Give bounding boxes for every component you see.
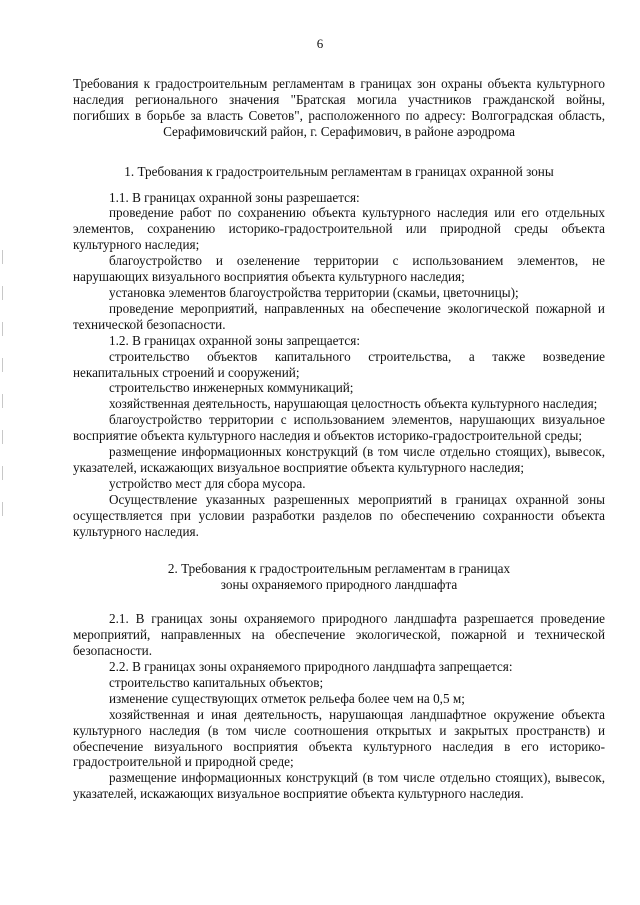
paragraph: размещение информационных конструкций (в том числе отдельно стоящих), вывесок, указателей, искажающих визуальное восприятие объекта культурного наследия;	[73, 444, 605, 475]
scan-margin-marks	[2, 250, 4, 570]
section-2-heading-line-2: зоны охраняемого природного ландшафта	[220, 577, 458, 593]
paragraph: устройство мест для сбора мусора.	[109, 475, 306, 491]
paragraph: 1.2. В границах охранной зоны запрещается:	[109, 332, 361, 348]
paragraph: 2.1. В границах зоны охраняемого природного ландшафта разрешается проведение мероприятий, направленных на обеспечение экологической, пожарной и технической безопасности.	[73, 611, 605, 659]
paragraph: благоустройство и озеленение территории с использованием элементов, не нарушающих визуального восприятия объекта культурного наследия;	[73, 253, 605, 285]
paragraph: строительство капитальных объектов;	[109, 674, 324, 690]
paragraph: размещение информационных конструкций (в том числе отдельно стоящих), вывесок, указателей, искажающих визуальное восприятие объекта культурного наследия.	[73, 770, 605, 802]
page-number: 6	[316, 36, 324, 51]
paragraph: хозяйственная деятельность, нарушающая целостность объекта культурного наследия;	[109, 396, 598, 412]
paragraph: хозяйственная и иная деятельность, нарушающая ландшафтное окружение объекта культурного наследия (в том числе соотношения открытых и закрытых пространств) и обеспечение визуального восприятия объекта культурного наследия в его историко-градостроительной и природной среде;	[73, 706, 605, 770]
document-title: Требования к градостроительным регламентам в границах зон охраны объекта культурного наследия регионального значения "Братская могила участников гражданской войны, погибших в борьбе за власть Советов", расположенного по адресу: Волгоградская область, Серафимовичский район, г. Серафимович, в районе аэродрома	[73, 76, 605, 139]
paragraph: Осуществление указанных разрешенных мероприятий в границах охранной зоны осуществляется при условии разработки разделов по обеспечению сохранности объекта культурного наследия.	[73, 491, 605, 539]
section-1-heading: 1. Требования к градостроительным регламентам в границах охранной зоны	[124, 163, 554, 179]
section-2-body	[73, 611, 605, 802]
paragraph: 1.1. В границах охранной зоны разрешается:	[109, 189, 360, 205]
section-1-body	[73, 190, 605, 540]
paragraph: установка элементов благоустройства территории (скамьи, цветочницы);	[109, 284, 519, 300]
paragraph: проведение работ по сохранению объекта культурного наследия или его отдельных элементов, сохранению историко-градостроительной или природной среды объекта культурного наследия;	[73, 205, 605, 253]
document-body	[73, 76, 605, 802]
paragraph: строительство объектов капитального строительства, а также возведение некапитальных строений и сооружений;	[73, 348, 605, 380]
paragraph: проведение мероприятий, направленных на обеспечение экологической пожарной и технической безопасности.	[73, 300, 605, 332]
paragraph: изменение существующих отметок рельефа более чем на 0,5 м;	[109, 690, 465, 706]
paragraph: строительство инженерных коммуникаций;	[109, 380, 354, 396]
section-2-heading-line-1: 2. Требования к градостроительным регламентам в границах	[167, 561, 511, 577]
paragraph: 2.2. В границах зоны охраняемого природного ландшафта запрещается:	[109, 659, 513, 674]
paragraph: благоустройство территории с использованием элементов, нарушающих визуальное восприятие объекта культурного наследия и объектов историко-градостроительной среды;	[73, 412, 605, 444]
